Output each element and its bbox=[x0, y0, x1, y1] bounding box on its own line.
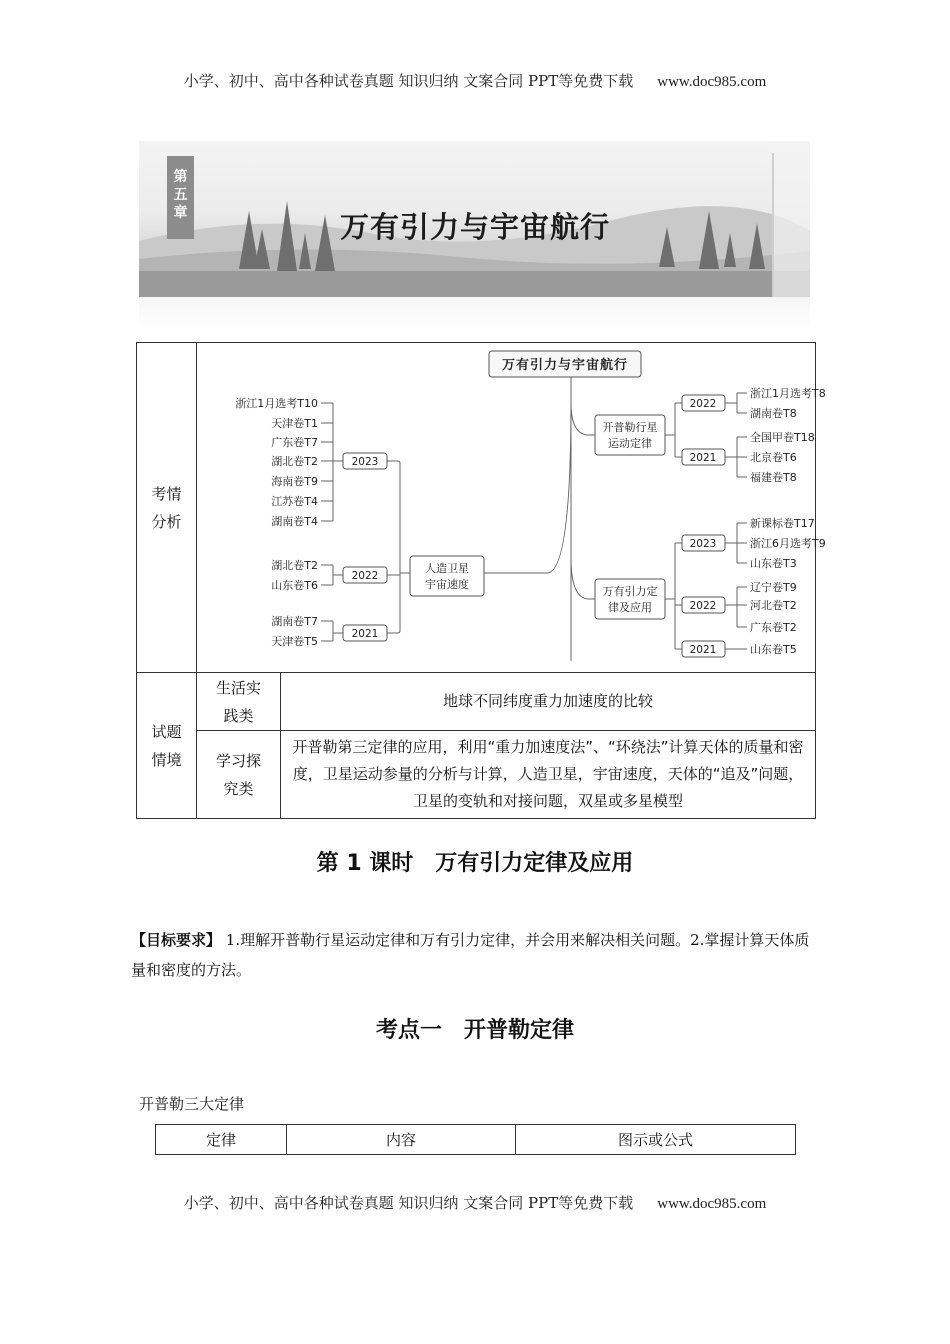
scenario-type: 生活实 bbox=[215, 678, 261, 697]
scenario-type-cell bbox=[197, 731, 281, 819]
scenario-label: 试题情境 bbox=[151, 722, 182, 769]
learning-goals bbox=[131, 925, 821, 985]
lesson-title: 第 1 课时 万有引力定律及应用 bbox=[316, 851, 634, 876]
exam-item: 湖北卷T2 bbox=[271, 455, 318, 468]
exam-item: 浙江1月选考T8 bbox=[750, 387, 826, 400]
table-caption: 开普勒三大定律 bbox=[139, 1095, 245, 1113]
scenario-type: 究类 bbox=[223, 779, 254, 798]
year-label: 2022 bbox=[351, 570, 379, 582]
chapter-char: 第 bbox=[173, 169, 188, 185]
exam-item: 辽宁卷T9 bbox=[750, 581, 797, 594]
year-label: 2021 bbox=[689, 644, 717, 656]
scenario-label-cell bbox=[137, 673, 197, 819]
scenario-content-cell: 地球不同纬度重力加速度的比较 bbox=[281, 673, 816, 731]
page-header bbox=[0, 70, 950, 91]
exam-item: 江苏卷T4 bbox=[271, 495, 318, 508]
branch-node-label: 律及应用 bbox=[608, 601, 652, 614]
year-label: 2022 bbox=[689, 600, 717, 612]
exam-item: 湖南卷T8 bbox=[750, 407, 797, 420]
exam-item: 广东卷T7 bbox=[271, 436, 318, 449]
exam-item: 湖北卷T2 bbox=[271, 559, 318, 572]
exam-item: 海南卷T9 bbox=[271, 475, 318, 488]
header-site: www.doc985.com bbox=[657, 74, 767, 90]
goal-tag: 【目标要求】 bbox=[131, 931, 222, 949]
branch-node-label: 宇宙速度 bbox=[425, 578, 469, 591]
chapter-title: 万有引力与宇宙航行 bbox=[340, 210, 611, 244]
exam-item: 北京卷T6 bbox=[750, 451, 797, 464]
mindmap bbox=[197, 343, 826, 668]
branch-node-label: 运动定律 bbox=[608, 437, 652, 450]
column-header: 图示或公式 bbox=[516, 1125, 796, 1155]
chapter-char: 章 bbox=[173, 205, 188, 221]
branch-node-label: 万有引力定 bbox=[602, 585, 658, 598]
exam-item: 浙江1月选考T10 bbox=[235, 397, 318, 410]
column-header: 内容 bbox=[287, 1125, 516, 1155]
exam-item: 天津卷T1 bbox=[271, 417, 318, 430]
root-node-label: 万有引力与宇宙航行 bbox=[501, 358, 629, 373]
banner-fade bbox=[139, 297, 810, 331]
header-text: 小学、初中、高中各种试卷真题 知识归纳 文案合同 PPT等免费下载 bbox=[183, 72, 634, 90]
exam-analysis-table bbox=[136, 342, 826, 819]
exam-item: 河北卷T2 bbox=[750, 599, 797, 612]
exam-item: 湖南卷T4 bbox=[271, 515, 318, 528]
year-label: 2023 bbox=[351, 456, 379, 468]
column-header: 定律 bbox=[156, 1125, 287, 1155]
analysis-label: 考情分析 bbox=[151, 484, 182, 531]
year-label: 2023 bbox=[689, 538, 717, 550]
section-title: 考点一 开普勒定律 bbox=[375, 1018, 574, 1043]
exam-item: 福建卷T8 bbox=[750, 471, 797, 484]
year-label: 2021 bbox=[689, 452, 717, 464]
exam-item: 广东卷T2 bbox=[750, 621, 797, 634]
chapter-char: 五 bbox=[173, 187, 188, 203]
branch-node-label: 开普勒行星 bbox=[602, 421, 658, 434]
scenario-type: 学习探 bbox=[215, 751, 261, 770]
exam-item: 山东卷T3 bbox=[750, 557, 797, 570]
kepler-laws-table bbox=[155, 1124, 796, 1155]
footer-text: 小学、初中、高中各种试卷真题 知识归纳 文案合同 PPT等免费下载 bbox=[183, 1194, 634, 1212]
chapter-tag bbox=[167, 156, 194, 239]
scenario-type: 践类 bbox=[223, 706, 254, 725]
mindmap-cell bbox=[197, 343, 826, 673]
year-label: 2021 bbox=[351, 628, 379, 640]
footer-site: www.doc985.com bbox=[657, 1196, 767, 1212]
exam-item: 山东卷T5 bbox=[750, 643, 797, 656]
exam-item: 新课标卷T17 bbox=[750, 517, 815, 530]
exam-item: 山东卷T6 bbox=[271, 579, 318, 592]
page-footer bbox=[0, 1192, 950, 1213]
year-label: 2022 bbox=[689, 398, 717, 410]
analysis-label-cell bbox=[137, 343, 197, 673]
exam-item: 天津卷T5 bbox=[271, 635, 318, 648]
scenario-type-cell bbox=[197, 673, 281, 731]
goal-text: 1.理解开普勒行星运动定律和万有引力定律，并会用来解决相关问题。2.掌握计算天体质量和密度的方法。 bbox=[131, 931, 810, 979]
scenario-content-cell: 开普勒第三定律的应用，利用“重力加速度法”、“环绕法”计算天体的质量和密度，卫星运动参量的分析与计算，人造卫星，宇宙速度，天体的“追及”问题，卫星的变轨和对接问题，双星或多星模型 bbox=[281, 731, 816, 819]
exam-item: 湖南卷T7 bbox=[271, 615, 318, 628]
branch-node-label: 人造卫星 bbox=[425, 562, 469, 575]
exam-item: 全国甲卷T18 bbox=[750, 431, 815, 444]
exam-item: 浙江6月选考T9 bbox=[750, 537, 826, 550]
